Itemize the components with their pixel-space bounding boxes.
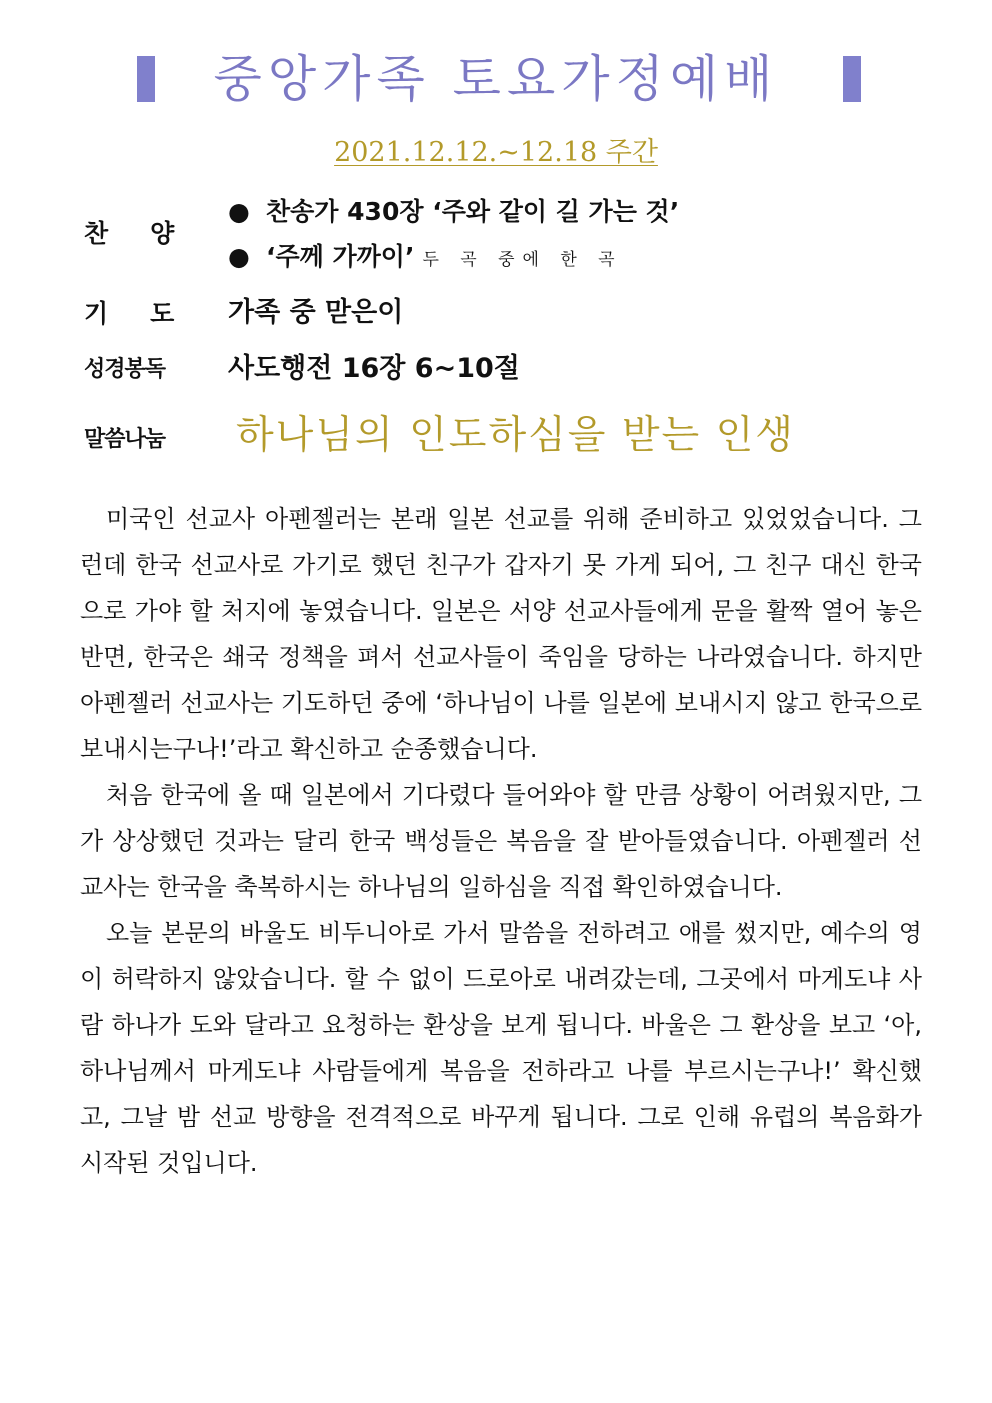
page-title: 중앙가족 토요가정예배 — [213, 50, 779, 108]
reading-label: 성경봉독 — [84, 357, 166, 382]
body-paragraph: 처음 한국에 올 때 일본에서 기다렸다 들어와야 할 만큼 상황이 어려웠지만, 그가 상상했던 것과는 달리 한국 백성들은 복음을 잘 받아들였습니다. 아펜젤러 선교사는 한국을 축복하시는 하나님의 일하심을 직접 확인하였습니다. — [80, 781, 922, 901]
hymn-item-text: 찬송가 430장 ‘주와 같이 길 가는 것’ — [266, 197, 680, 226]
sermon-body — [80, 496, 922, 1186]
page-header — [0, 48, 992, 110]
hymn-label: 찬양 — [84, 219, 217, 248]
prayer-value: 가족 중 맏은이 — [228, 297, 404, 328]
title-bar-right — [843, 56, 861, 102]
hymn-item — [228, 192, 679, 228]
reading-value: 사도행전 16장 6~10절 — [228, 353, 520, 384]
sermon-title: 하나님의 인도하심을 받는 인생 — [236, 413, 795, 458]
prayer-label: 기도 — [84, 299, 217, 328]
bullet-icon: ● — [228, 197, 250, 226]
body-paragraph: 오늘 본문의 바울도 비두니아로 가서 말씀을 전하려고 애를 썼지만, 예수의 영이 허락하지 않았습니다. 할 수 없이 드로아로 내려갔는데, 그곳에서 마게도냐 사람 하나가 도와 달라고 요청하는 환상을 보게 됩니다. 바울은 그 환상을 보고 ‘아, 하나님께서 마게도냐 사람들에게 복음을 전하라고 나를 부르시는구나!’ 확신했고, 그날 밤 선교 방향을 전격적으로 바꾸게 됩니다. 그로 인해 유럽의 복음화가 시작된 것입니다. — [80, 919, 922, 1177]
week-range — [0, 130, 992, 169]
body-paragraph: 미국인 선교사 아펜젤러는 본래 일본 선교를 위해 준비하고 있었었습니다. 그런데 한국 선교사로 가기로 했던 친구가 갑자기 못 가게 되어, 그 친구 대신 한국으로 가야 할 처지에 놓였습니다. 일본은 서양 선교사들에게 문을 활짝 열어 놓은 반면, 한국은 쇄국 정책을 펴서 선교사들이 죽임을 당하는 나라였습니다. 하지만 아펜젤러 선교사는 기도하던 중에 ‘하나님이 나를 일본에 보내시지 않고 한국으로 보내시는구나!’라고 확신하고 순종했습니다. — [80, 505, 922, 763]
week-range-text: 2021.12.12.~12.18 주간 — [334, 137, 658, 168]
hymn-item-note: 두 곡 중에 한 곡 — [422, 250, 623, 270]
hymn-item-text: ‘주께 가까이’ — [266, 242, 415, 271]
hymn-item — [228, 237, 623, 273]
bullet-icon: ● — [228, 242, 250, 271]
sermon-label: 말씀나눔 — [84, 427, 166, 452]
